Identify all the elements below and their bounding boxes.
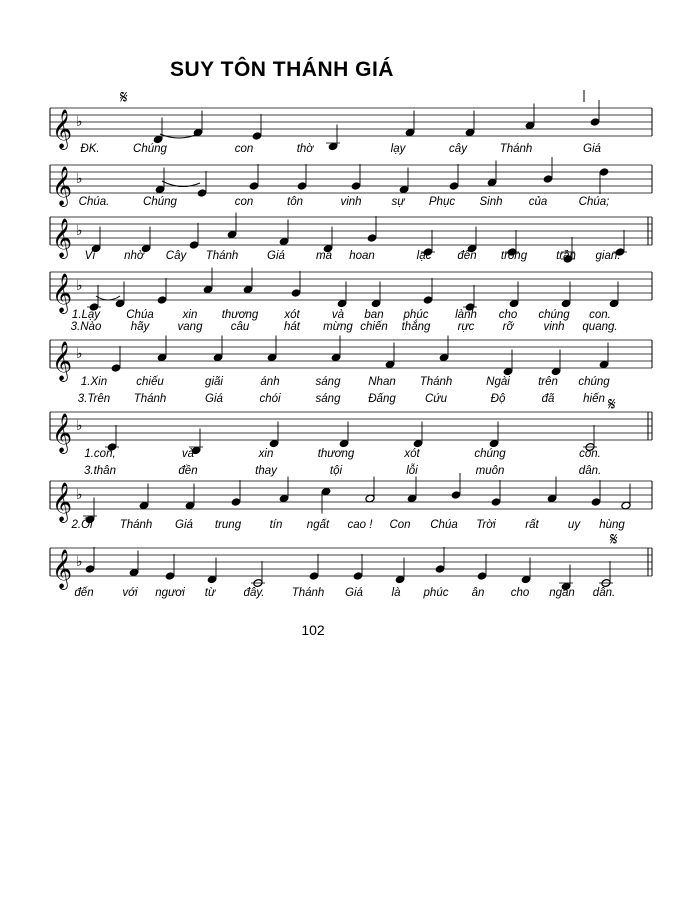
note-head — [353, 572, 363, 581]
note-head — [367, 234, 377, 243]
note-head — [543, 175, 553, 184]
lyric-word: 1.Xin — [80, 376, 108, 388]
lyric-word: thương — [221, 309, 259, 321]
lyric-word: gian. — [595, 250, 621, 262]
lyric-word: Phục — [428, 196, 456, 208]
lyric-word: lạy — [390, 143, 406, 155]
lyric-word: tôn — [287, 196, 303, 208]
song-title: SUY TÔN THÁNH GIÁ — [170, 58, 394, 81]
lyric-word: hùng — [599, 519, 625, 531]
note-head — [477, 572, 487, 581]
lyric-word: 3.Trên — [77, 393, 111, 405]
staff-system — [50, 473, 652, 524]
treble-clef: 𝄞 — [52, 549, 73, 589]
lyric-word: ánh — [260, 376, 280, 388]
lyric-word: đây. — [243, 587, 265, 599]
lyric-word: phúc — [423, 587, 449, 599]
lyric-word: và — [331, 309, 345, 321]
lyric-word: Thánh — [133, 393, 167, 405]
lyric-word: rất — [525, 519, 539, 531]
note-head — [309, 572, 319, 581]
lyric-word: lạc — [416, 250, 432, 262]
lyric-word: tín — [269, 519, 283, 531]
treble-clef: 𝄞 — [52, 273, 73, 313]
lyric-word: Thánh — [119, 519, 153, 531]
key-signature-flat: ♭ — [76, 487, 83, 503]
lyric-word: ngất — [306, 519, 330, 531]
lyric-word: hoan — [349, 250, 375, 262]
key-signature-flat: ♭ — [76, 171, 83, 187]
lyric-word: ngàn — [549, 587, 575, 599]
note-head — [491, 498, 501, 507]
note-head — [111, 364, 121, 373]
note-head — [351, 182, 361, 191]
lyric-word: 1.con, — [84, 448, 116, 460]
lyric-word: rực — [457, 321, 475, 333]
lyric-word: Cứu — [425, 393, 447, 405]
lyric-word: Sinh — [479, 196, 503, 208]
lyric-word: mà — [316, 250, 332, 262]
treble-clef: 𝄞 — [52, 218, 73, 258]
note-head — [197, 189, 207, 198]
lyric-word: thờ — [296, 143, 314, 155]
note-head — [451, 491, 461, 500]
lyric-word: thương — [317, 448, 355, 460]
lyric-word: chúng — [474, 448, 506, 460]
lyric-word: chiếu — [136, 376, 164, 388]
lyric-word: cho — [498, 309, 518, 321]
lyric-word: dân. — [578, 465, 602, 477]
lyric-word: vinh — [340, 196, 362, 208]
page-number: 102 — [301, 622, 325, 638]
lyric-word: Thánh — [291, 587, 325, 599]
staff-system — [50, 547, 652, 591]
treble-clef: 𝄞 — [52, 482, 73, 522]
lyric-word: con. — [579, 448, 601, 460]
lyric-word: Con — [389, 519, 411, 531]
lyric-word: Giá — [583, 143, 601, 155]
lyric-word: 2.Ôi — [71, 519, 93, 531]
lyric-word: đến — [74, 587, 94, 599]
lyric-word: uy — [567, 519, 581, 531]
lyric-word: xót — [404, 448, 420, 460]
lyric-word: lành — [455, 309, 477, 321]
lyric-word: ĐK. — [80, 143, 100, 155]
lyric-word: Chúa; — [578, 196, 610, 208]
note-head — [449, 182, 459, 191]
lyric-word: và — [181, 448, 195, 460]
note-head — [189, 241, 199, 250]
lyric-word: sự — [391, 196, 405, 208]
lyric-word: hãy — [130, 321, 150, 333]
lyric-word: Thánh — [205, 250, 239, 262]
lyric-word: chiến — [360, 321, 388, 333]
treble-clef: 𝄞 — [52, 109, 73, 149]
lyric-word: thay — [255, 465, 277, 477]
key-signature-flat: ♭ — [76, 418, 83, 434]
key-signature-flat: ♭ — [76, 278, 83, 294]
lyric-word: xin — [258, 448, 274, 460]
lyric-word: Thánh — [499, 143, 533, 155]
lyric-word: Giá — [267, 250, 285, 262]
lyric-word: 1.Lạy — [71, 309, 101, 321]
lyric-word: Thánh — [419, 376, 453, 388]
lyric-word: Giá — [205, 393, 223, 405]
note-head — [590, 118, 600, 127]
lyric-word: Chúng — [143, 196, 177, 208]
note-head — [249, 182, 259, 191]
note-head — [599, 168, 609, 177]
note-head — [85, 565, 95, 574]
treble-clef: 𝄞 — [52, 166, 73, 206]
lyric-word: Chúa — [430, 519, 458, 531]
lyric-word: ban — [364, 309, 384, 321]
lyric-word: cho — [510, 587, 530, 599]
lyric-word: Chúng — [133, 143, 167, 155]
lyric-word: Chúa — [126, 309, 154, 321]
lyric-word: đến — [457, 250, 477, 262]
lyric-word: dân. — [592, 587, 616, 599]
lyric-word: con — [234, 196, 254, 208]
lyric-word: sáng — [315, 376, 341, 388]
lyric-word: phúc — [403, 309, 429, 321]
lyric-word: thắng — [401, 321, 431, 333]
lyric-word: lỗi — [406, 465, 418, 477]
lyric-word: Đấng — [368, 393, 396, 405]
lyric-word: muôn — [475, 465, 505, 477]
lyric-word: ngươi — [155, 587, 185, 599]
lyric-word: nhờ — [124, 250, 144, 262]
segno-sign: 𝄋 — [608, 394, 616, 415]
lyric-word: con — [234, 143, 254, 155]
lyric-word: quang. — [582, 321, 618, 333]
lyric-word: tội — [329, 465, 343, 477]
lyric-word: giãi — [205, 376, 223, 388]
lyric-word: sáng — [315, 393, 341, 405]
lyric-word: của — [528, 196, 548, 208]
lyric-word: 3.Nào — [70, 321, 102, 333]
lyric-word: Giá — [175, 519, 193, 531]
lyric-word: trần — [556, 250, 576, 262]
treble-clef: 𝄞 — [52, 341, 73, 381]
lyric-word: Cây — [165, 250, 187, 262]
note-head — [231, 498, 241, 507]
slur — [96, 296, 120, 300]
key-signature-flat: ♭ — [76, 346, 83, 362]
lyric-word: vang — [177, 321, 203, 333]
lyric-word: đền — [178, 465, 198, 477]
note-head — [297, 182, 307, 191]
lyric-word: trung — [214, 519, 242, 531]
key-signature-flat: ♭ — [76, 114, 83, 130]
staff-system — [50, 268, 652, 315]
lyric-word: cây — [449, 143, 467, 155]
lyric-word: trên — [538, 376, 558, 388]
lyric-word: rỡ — [502, 321, 514, 333]
lyric-word: Độ — [490, 393, 506, 405]
lyric-word: hiến — [583, 393, 605, 405]
lyric-word: xót — [284, 309, 300, 321]
lyric-word: chói — [259, 393, 281, 405]
lyric-word: Chúa. — [78, 196, 110, 208]
lyric-word: đã — [541, 393, 555, 405]
lyric-word: câu — [230, 321, 250, 333]
treble-clef: 𝄞 — [52, 413, 73, 453]
lyric-word: hát — [284, 321, 300, 333]
lyric-word: xin — [182, 309, 198, 321]
lyric-word: con. — [589, 309, 611, 321]
note-head — [157, 296, 167, 305]
lyric-word: mừng — [323, 321, 353, 333]
lyric-word: vinh — [543, 321, 565, 333]
lyric-word: từ — [204, 587, 216, 599]
lyric-word: 3.thân — [84, 465, 116, 477]
lyric-word: cao ! — [347, 519, 373, 531]
lyric-word: chúng — [578, 376, 610, 388]
lyric-word: Vì — [84, 250, 96, 262]
lyric-word: ân — [471, 587, 485, 599]
note-head — [252, 132, 262, 141]
lyric-word: Ngài — [486, 376, 510, 388]
lyric-word: chúng — [538, 309, 570, 321]
segno-sign: 𝄋 — [610, 529, 618, 550]
note-head — [435, 565, 445, 574]
segno-sign: 𝄋 — [120, 87, 128, 108]
key-signature-flat: ♭ — [76, 554, 83, 570]
lyric-word: với — [122, 587, 138, 599]
lyric-word: Nhan — [368, 376, 396, 388]
key-signature-flat: ♭ — [76, 223, 83, 239]
note-head — [591, 498, 601, 507]
note-head — [165, 572, 175, 581]
note-head — [423, 296, 433, 305]
lyric-word: Giá — [345, 587, 363, 599]
note-head — [291, 289, 301, 298]
lyric-word: trong — [500, 250, 528, 262]
lyric-word: là — [391, 587, 401, 599]
lyric-word: Trời — [476, 519, 496, 531]
